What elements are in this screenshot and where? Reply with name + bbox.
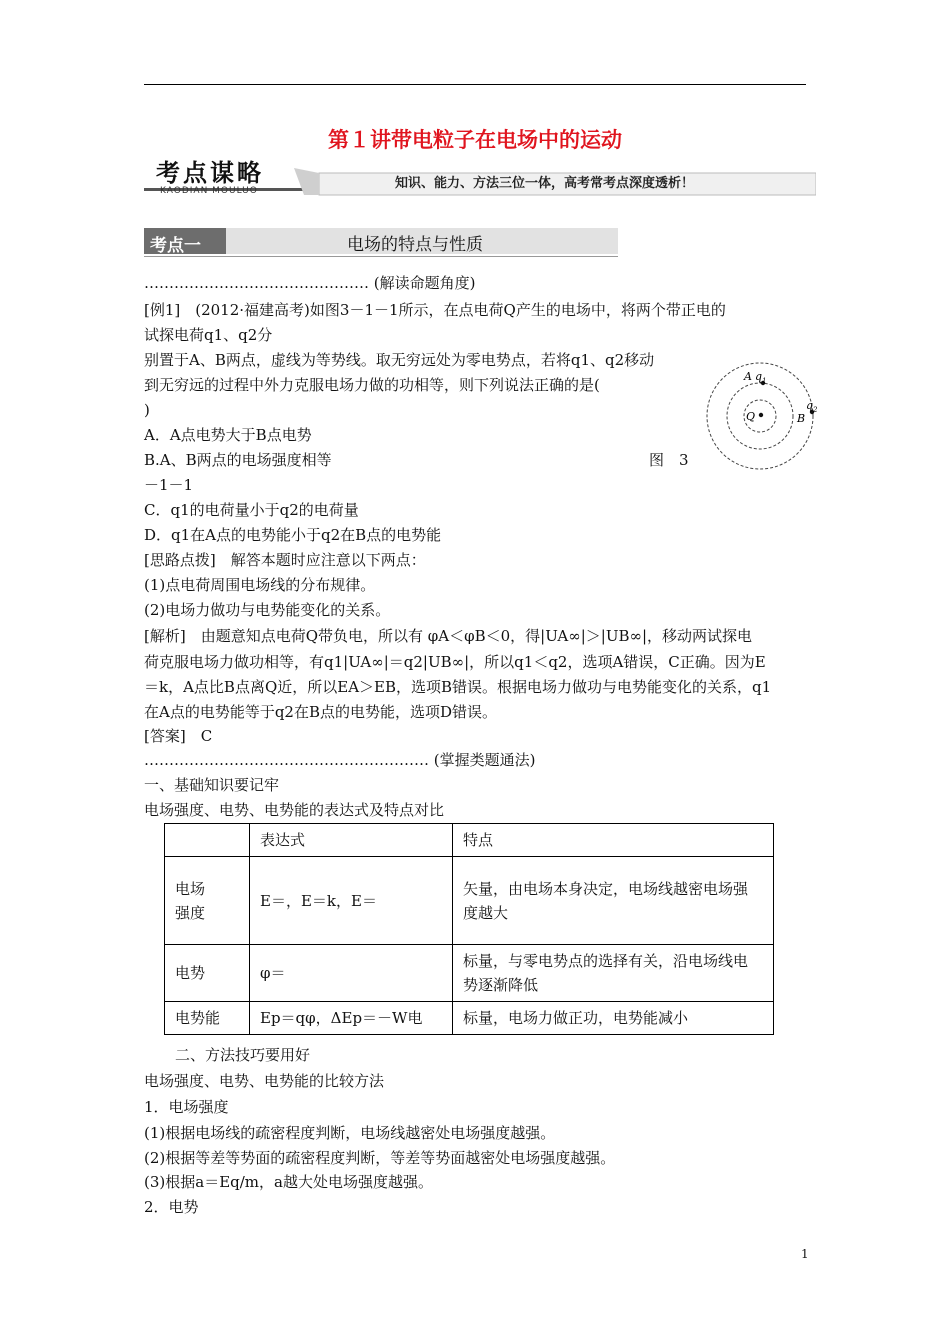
- fig-label-q2-sub: 2: [813, 406, 818, 414]
- dots-reading: ……………………………………… (解读命题角度): [144, 274, 476, 292]
- analysis-line2: 荷克服电场力做功相等，有q1|UA∞|＝q2|UB∞|，所以q1＜q2，选项A错误，C正确。因为E: [144, 653, 766, 671]
- banner-label: 考点谋略: [156, 159, 264, 187]
- fig-label-q2: q: [806, 399, 814, 412]
- basics-subheading: 电场强度、电势、电势能的表达式及特点对比: [144, 801, 445, 819]
- option-a: A．A点电势大于B点电势: [144, 426, 312, 444]
- table-cell-text: 强度: [175, 903, 206, 922]
- methods-m3: (3)根据a＝Eq/m，a越大处电场强度越强。: [144, 1173, 433, 1191]
- table-header-cell: 表达式: [250, 824, 453, 857]
- table-cell-text: 标量，与零电势点的选择有关，沿电场线电: [463, 952, 749, 970]
- table-cell-text: 电场: [175, 879, 206, 898]
- option-c: C．q1的电荷量小于q2的电荷量: [144, 501, 359, 519]
- table-cell-feature: 标量，电场力做正功，电势能减小: [453, 1002, 774, 1035]
- figure-label-a: 图 3: [649, 451, 689, 469]
- table-row: [165, 945, 774, 1002]
- methods-item1: 1．电场强度: [144, 1098, 229, 1116]
- table-cell-expr: φ＝: [250, 945, 453, 1002]
- table-cell-expr: Ep＝qφ，ΔEp＝－W电: [250, 1002, 453, 1035]
- table-cell-text: 度越大: [463, 903, 509, 922]
- fig-label-B: B: [797, 412, 806, 425]
- table-cell-text: 矢量，由电场本身决定，电场线越密电场强: [463, 879, 749, 898]
- table-cell-feature: [453, 945, 774, 1002]
- fig-label-Q: Q: [746, 410, 756, 423]
- hint-p2: (2)电场力做功与电势能变化的关系。: [144, 601, 391, 619]
- analysis-line4: 在A点的电势能等于q2在B点的电势能，选项D错误。: [144, 703, 498, 721]
- page-number: 1: [801, 1247, 809, 1261]
- hint-p1: (1)点电荷周围电场线的分布规律。: [144, 576, 376, 594]
- table-header-row: [165, 824, 774, 857]
- option-b: B.A、B两点的电场强度相等: [144, 451, 332, 469]
- answer: [答案] C: [144, 727, 213, 745]
- section-underline: [144, 256, 618, 257]
- figure-label-b: －1－1: [144, 476, 194, 494]
- hint-title: [思路点拨] 解答本题时应注意以下两点：: [144, 551, 426, 569]
- header-rule: [144, 84, 806, 85]
- table-header-cell: [165, 824, 250, 857]
- section-tag: 考点一: [150, 236, 201, 256]
- methods-heading: 二、方法技巧要用好: [175, 1046, 311, 1064]
- table-row: [165, 857, 774, 945]
- methods-m2: (2)根据等差等势面的疏密程度判断，等差等势面越密处电场强度越强。: [144, 1149, 616, 1167]
- example-line3: 别置于A、B两点，虚线为等势线。取无穷远处为零电势点，若将q1、q2移动: [144, 351, 655, 369]
- comparison-table: [164, 823, 774, 1035]
- methods-m1: (1)根据电场线的疏密程度判断，电场线越密处电场强度越强。: [144, 1124, 556, 1142]
- fig-label-q1: q: [755, 370, 763, 383]
- table-header-cell: 特点: [453, 824, 774, 857]
- fig-label-q1-sub: 1: [762, 377, 767, 385]
- example-line4: 到无穷远的过程中外力克服电场力做的功相等，则下列说法正确的是(: [144, 376, 600, 394]
- example-line1: [例1] (2012·福建高考)如图3－1－1所示，在点电荷Q产生的电场中，将两个带正电的: [144, 301, 726, 319]
- table-cell-name: [165, 857, 250, 945]
- equipotential-figure: [700, 356, 840, 476]
- fig-label-A: A: [744, 370, 752, 383]
- option-d: D．q1在A点的电势能小于q2在B点的电势能: [144, 526, 442, 544]
- table-row: [165, 1002, 774, 1035]
- table-cell-feature: [453, 857, 774, 945]
- table-cell-expr: E＝，E＝k，E＝: [250, 857, 453, 945]
- section-title: 电场的特点与性质: [347, 235, 483, 255]
- banner-slogan: 知识、能力、方法三位一体，高考常考点深度透析！: [395, 176, 695, 191]
- example-line5: ): [144, 401, 150, 419]
- basics-heading: 一、基础知识要记牢: [144, 776, 280, 794]
- banner-sublabel: KAODIAN MOULUO: [160, 186, 258, 196]
- table-cell-name: 电势能: [165, 1002, 250, 1035]
- analysis-line1: [解析] 由题意知点电荷Q带负电，所以有 φA＜φB＜0，得|UA∞|＞|UB∞|，移动两试探电: [144, 627, 753, 645]
- example-line2: 试探电荷q1、q2分: [144, 326, 273, 344]
- page-title: 第１讲带电粒子在电场中的运动: [328, 128, 622, 152]
- dots-method: ………………………………………………… (掌握类题通法): [144, 751, 536, 769]
- methods-item2: 2．电势: [144, 1198, 199, 1216]
- table-cell-text: 势逐渐降低: [463, 976, 539, 994]
- analysis-line3: ＝k，A点比B点离Q近，所以EA＞EB，选项B错误。根据电场力做功与电势能变化的关系，q1: [144, 678, 772, 696]
- methods-subheading: 电场强度、电势、电势能的比较方法: [144, 1072, 385, 1090]
- table-cell-name: 电势: [165, 945, 250, 1002]
